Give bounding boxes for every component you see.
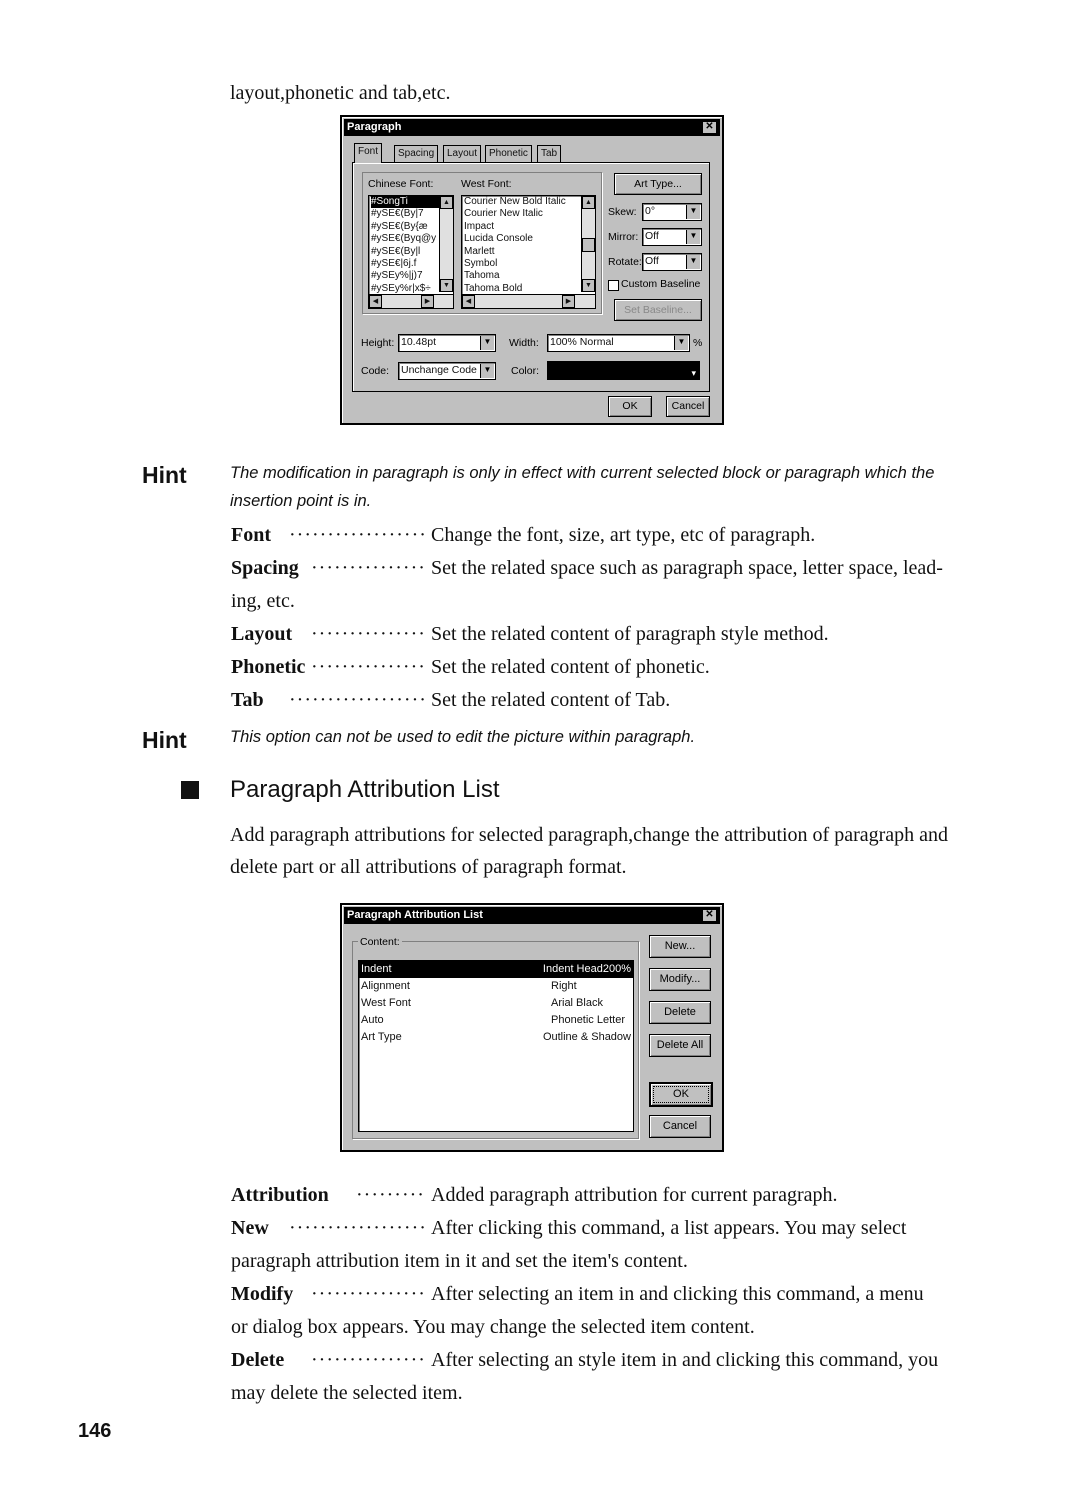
section-body: Add paragraph attributions for selected paragraph,change the attribution of paragraph and delete part or all attributions of paragraph format. [230,824,949,878]
description: After selecting an item in and clicking this command, a menu [431,1283,924,1305]
code-label: Code: [361,365,390,377]
table-row[interactable] [359,961,633,978]
list-item[interactable]: Courier New Italic [464,208,543,220]
term: New [231,1217,269,1239]
content-label: Content: [360,936,400,948]
term: Tab [231,689,264,711]
cancel-button[interactable]: Cancel [649,1115,711,1138]
dialog-title-bar [344,119,720,136]
attribute-name: Indent [361,963,392,975]
tab-tab[interactable]: Tab [537,145,561,162]
term: Phonetic [231,656,306,678]
description: Set the related content of paragraph style method. [431,623,829,645]
leader-dots: ··············· [311,1349,426,1371]
hint-label: Hint [142,462,187,488]
description: Set the related space such as paragraph space, letter space, lead- [431,557,943,579]
list-item[interactable]: #SongTi [371,196,439,208]
height-value: 10.48pt [401,336,437,348]
list-item[interactable]: #ySE€(By|l [371,245,421,257]
list-item[interactable]: #ySEy%|j)7 [371,270,423,282]
term: Delete [231,1349,285,1371]
attribute-value: Outline & Shadow [542,1031,631,1043]
code-select[interactable] [398,362,496,380]
section-title: Paragraph Attribution List [230,776,500,803]
art-type-button[interactable]: Art Type... [614,173,702,195]
term: Attribution [231,1184,329,1206]
tab-description-list [231,524,991,722]
vertical-scrollbar[interactable] [581,196,595,292]
chinese-font-list[interactable] [368,195,454,309]
close-icon[interactable]: ✕ [702,909,717,922]
leader-dots: ·················· [289,689,427,711]
description-continuation: may delete the selected item. [231,1382,463,1404]
term: Layout [231,623,293,645]
term: Spacing [231,557,299,579]
ok-button[interactable]: OK [649,1082,713,1107]
attribute-value: Right [551,980,577,992]
hint-text: The modification in paragraph is only in effect with current selected block or paragraph which the insertion point is in. [230,464,935,510]
description-row [231,557,991,590]
mirror-select[interactable] [642,228,702,246]
delete-all-button[interactable]: Delete All [649,1034,711,1057]
description-row [231,1184,991,1217]
custom-baseline-label: Custom Baseline [621,278,701,290]
horizontal-scrollbar[interactable] [462,294,595,308]
hint-text: This option can not be used to edit the picture within paragraph. [230,728,696,746]
set-baseline-button[interactable]: Set Baseline... [614,299,702,321]
tab-layout[interactable]: Layout [443,145,481,162]
attribution-list[interactable] [358,960,634,1132]
percent-sign: % [693,337,703,349]
scroll-right-icon[interactable]: ▶ [562,295,575,308]
table-row[interactable] [359,978,633,995]
leader-dots: ··············· [311,1283,426,1305]
scroll-left-icon[interactable]: ◀ [462,295,475,308]
description-continuation: or dialog box appears. You may change the selected item content. [231,1316,755,1338]
description: After clicking this command, a list appears. You may select [431,1217,907,1239]
color-picker[interactable] [547,361,700,380]
description-row [231,524,991,557]
description: Set the related content of phonetic. [431,656,710,678]
description-row [231,1349,991,1382]
paragraph-dialog [340,115,724,425]
list-item[interactable]: Tahoma Bold [464,282,523,294]
chevron-down-icon[interactable]: ▼ [686,205,700,219]
section-bullet-icon [181,781,199,799]
rotate-select[interactable] [642,253,702,271]
term: Font [231,524,271,546]
new-button[interactable]: New... [649,935,711,958]
width-value: 100% Normal [550,336,614,348]
dialog-title: Paragraph Attribution List [347,909,483,921]
width-label: Width: [509,337,539,349]
skew-select[interactable] [642,203,702,221]
leader-dots: ··············· [311,557,426,579]
mirror-value: Off [645,230,659,242]
chevron-down-icon[interactable]: ▼ [686,255,700,269]
attribute-name: Art Type [361,1031,402,1043]
dialog-title: Paragraph [347,121,402,133]
table-row[interactable] [359,1012,633,1029]
description: Change the font, size, art type, etc of paragraph. [431,524,816,546]
chevron-down-icon: ▾ [691,368,696,378]
attribute-value: Arial Black [551,997,603,1009]
scroll-right-icon[interactable]: ▶ [421,295,434,308]
list-item[interactable]: Courier New Bold Italic [464,196,566,207]
scroll-down-icon[interactable]: ▼ [582,279,595,292]
horizontal-scrollbar[interactable] [369,294,453,308]
chevron-down-icon[interactable]: ▼ [480,336,494,350]
cancel-button[interactable]: Cancel [666,396,710,417]
width-select[interactable] [547,334,690,352]
height-label: Height: [361,337,395,349]
delete-button[interactable]: Delete [649,1001,711,1024]
color-label: Color: [511,365,540,377]
attribution-dialog [340,903,724,1152]
attribute-name: Alignment [361,980,410,992]
mirror-label: Mirror: [608,231,639,243]
table-row[interactable] [359,995,633,1012]
hint-label: Hint [142,727,187,753]
page-number: 146 [78,1420,112,1442]
description: After selecting an style item in and clicking this command, you [431,1349,939,1371]
description: Added paragraph attribution for current paragraph. [431,1184,838,1206]
description-row [231,623,991,656]
scroll-thumb[interactable] [582,238,595,252]
custom-baseline-checkbox[interactable] [608,280,619,291]
leader-dots: ·················· [289,524,427,546]
chevron-down-icon[interactable]: ▼ [480,364,494,378]
chevron-down-icon[interactable]: ▼ [686,230,700,244]
tab-strip [354,145,714,163]
west-font-label: West Font: [461,178,512,190]
skew-label: Skew: [608,206,637,218]
leader-dots: ··············· [311,656,426,678]
list-item[interactable]: Impact [464,220,495,232]
attribution-description-list [231,1184,991,1415]
list-item[interactable]: Marlett [464,245,495,257]
modify-button[interactable]: Modify... [649,968,711,991]
tab-font[interactable]: Font [354,143,382,163]
rotate-label: Rotate: [608,256,642,268]
leader-dots: ········· [356,1184,425,1206]
description: Set the related content of Tab. [431,689,671,711]
code-value: Unchange Code [401,364,477,376]
list-item[interactable]: #ySE€|6j.f [371,257,417,269]
list-item[interactable]: #ySE€(By{æ [371,220,428,232]
west-font-list[interactable] [461,195,596,309]
leader-dots: ··············· [311,623,426,645]
skew-value: 0° [645,205,656,217]
attribute-name: West Font [361,997,411,1009]
scroll-left-icon[interactable]: ◀ [369,295,382,308]
list-item[interactable]: Tahoma [464,270,500,282]
dialog-title-bar [344,907,720,924]
chinese-font-label: Chinese Font: [368,178,434,190]
ok-button[interactable]: OK [608,396,652,417]
description-continuation: ing, etc. [231,590,295,612]
tab-phonetic[interactable]: Phonetic [485,145,532,162]
tab-spacing[interactable]: Spacing [394,145,438,162]
intro-text: layout,phonetic and tab,etc. [230,82,451,104]
description-row [231,656,991,689]
attribute-value: Phonetic Letter [551,1014,625,1026]
description-row [231,1283,991,1316]
list-item[interactable]: #ySE€(Byq@y [371,233,437,245]
description-row [231,689,991,722]
list-item[interactable]: Lucida Console [464,233,533,245]
leader-dots: ·················· [289,1217,427,1239]
list-item[interactable]: #ySE€(By|7 [371,208,424,220]
attribute-name: Auto [361,1014,384,1026]
attribute-value: Indent Head200% [542,963,631,975]
scroll-up-icon[interactable]: ▲ [582,196,595,209]
scroll-up-icon[interactable]: ▲ [440,196,453,209]
term: Modify [231,1283,294,1305]
close-icon[interactable]: ✕ [702,121,717,134]
scroll-down-icon[interactable]: ▼ [440,279,453,292]
list-item[interactable]: Symbol [464,257,498,269]
rotate-value: Off [645,255,659,267]
chevron-down-icon[interactable]: ▼ [674,336,688,350]
list-item[interactable]: #ySEy%r|x$÷ [371,282,431,294]
description-row [231,1217,991,1250]
vertical-scrollbar[interactable] [439,196,453,292]
table-row[interactable] [359,1029,633,1046]
height-select[interactable] [398,334,496,352]
description-continuation: paragraph attribution item in it and set the item's content. [231,1250,688,1272]
